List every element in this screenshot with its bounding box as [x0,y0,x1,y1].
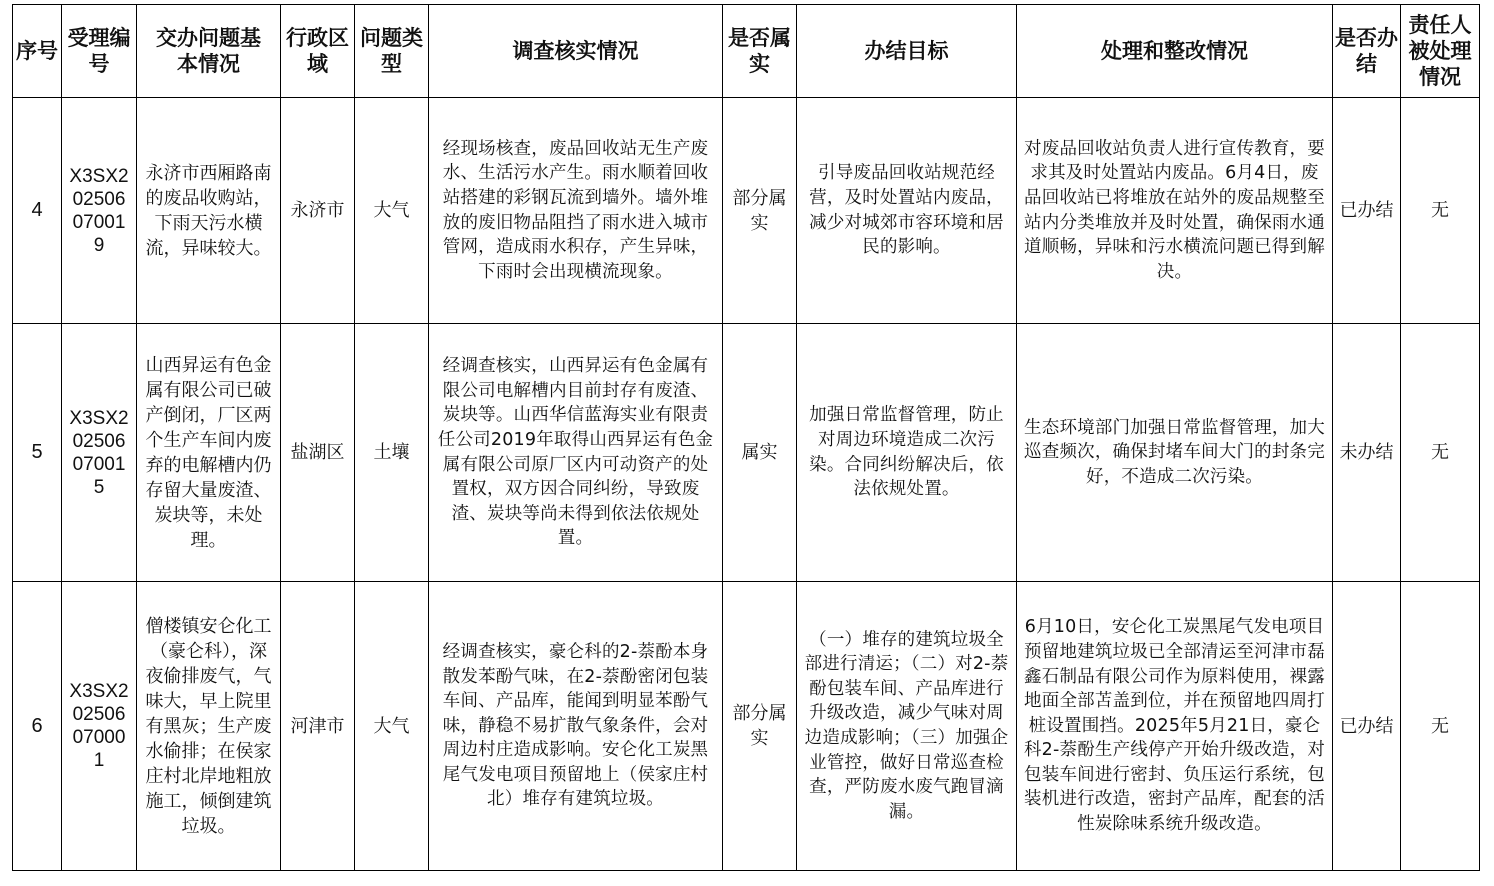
cell-issue: 永济市西厢路南的废品收购站，下雨天污水横流，异味较大。 [137,98,281,324]
cell-accountability: 无 [1401,324,1480,582]
table-row [13,582,1480,871]
header-seq: 序号 [13,5,62,98]
cell-true-status: 部分属实 [723,582,797,871]
cell-goal: 引导废品回收站规范经营，及时处置站内废品，减少对城郊市容环境和居民的影响。 [797,98,1017,324]
complaint-handling-table [12,4,1480,871]
cell-type: 大气 [355,582,429,871]
cell-closed: 已办结 [1333,98,1401,324]
cell-investigation: 经调查核实，山西昇运有色金属有限公司电解槽内目前封存有废渣、炭块等。山西华信蓝海实业有限责任公司2019年取得山西昇运有色金属有限公司原厂区内可动资产的处置权，双方因合同纠纷，导致废渣、炭块等尚未得到依法依规处置。 [429,324,723,582]
header-handling: 处理和整改情况 [1017,5,1333,98]
table-row [13,98,1480,324]
cell-seq: 6 [13,582,62,871]
cell-code: X3SX202506070001 [62,582,137,871]
cell-closed: 未办结 [1333,324,1401,582]
cell-goal: （一）堆存的建筑垃圾全部进行清运；（二）对2-萘酚包装车间、产品库进行升级改造，减少气味对周边造成影响；（三）加强企业管控，做好日常巡查检查，严防废水废气跑冒滴漏。 [797,582,1017,871]
cell-closed: 已办结 [1333,582,1401,871]
cell-handling: 对废品回收站负责人进行宣传教育，要求其及时处置站内废品。6月4日，废品回收站已将堆放在站外的废品规整至站内分类堆放并及时处置，确保雨水通道顺畅，异味和污水横流问题已得到解决。 [1017,98,1333,324]
cell-issue: 僧楼镇安仑化工（豪仑科），深夜偷排废气，气味大，早上院里有黑灰；生产废水偷排；在侯家庄村北岸地粗放施工，倾倒建筑垃圾。 [137,582,281,871]
cell-accountability: 无 [1401,582,1480,871]
cell-region: 永济市 [281,98,355,324]
cell-region: 盐湖区 [281,324,355,582]
header-accountability: 责任人被处理情况 [1401,5,1480,98]
cell-seq: 4 [13,98,62,324]
cell-handling: 6月10日，安仑化工炭黑尾气发电项目预留地建筑垃圾已全部清运至河津市磊鑫石制品有限公司作为原料使用，裸露地面全部苫盖到位，并在预留地四周打桩设置围挡。2025年5月21日，豪仑科2-萘酚生产线停产开始升级改造，对包装车间进行密封、负压运行系统，包装机进行改造，密封产品库，配套的活性炭除味系统升级改造。 [1017,582,1333,871]
cell-investigation: 经现场核查，废品回收站无生产废水、生活污水产生。雨水顺着回收站搭建的彩钢瓦流到墙外。墙外堆放的废旧物品阻挡了雨水进入城市管网，造成雨水积存，产生异味，下雨时会出现横流现象。 [429,98,723,324]
header-row [13,5,1480,98]
cell-goal: 加强日常监督管理，防止对周边环境造成二次污染。合同纠纷解决后，依法依规处置。 [797,324,1017,582]
header-investigation: 调查核实情况 [429,5,723,98]
cell-type: 土壤 [355,324,429,582]
header-type: 问题类型 [355,5,429,98]
cell-true-status: 部分属实 [723,98,797,324]
cell-type: 大气 [355,98,429,324]
header-code: 受理编号 [62,5,137,98]
cell-code: X3SX202506070019 [62,98,137,324]
header-region: 行政区域 [281,5,355,98]
cell-accountability: 无 [1401,98,1480,324]
cell-issue: 山西昇运有色金属有限公司已破产倒闭，厂区两个生产车间内废弃的电解槽内仍存留大量废渣、炭块等，未处理。 [137,324,281,582]
table-row [13,324,1480,582]
cell-true-status: 属实 [723,324,797,582]
header-goal: 办结目标 [797,5,1017,98]
cell-investigation: 经调查核实，豪仑科的2-萘酚本身散发苯酚气味，在2-萘酚密闭包装车间、产品库，能闻到明显苯酚气味，静稳不易扩散气象条件，会对周边村庄造成影响。安仑化工炭黑尾气发电项目预留地上（侯家庄村北）堆存有建筑垃圾。 [429,582,723,871]
header-true-status: 是否属实 [723,5,797,98]
cell-region: 河津市 [281,582,355,871]
header-closed: 是否办结 [1333,5,1401,98]
cell-code: X3SX202506070015 [62,324,137,582]
cell-seq: 5 [13,324,62,582]
cell-handling: 生态环境部门加强日常监督管理，加大巡查频次，确保封堵车间大门的封条完好，不造成二次污染。 [1017,324,1333,582]
header-issue: 交办问题基本情况 [137,5,281,98]
